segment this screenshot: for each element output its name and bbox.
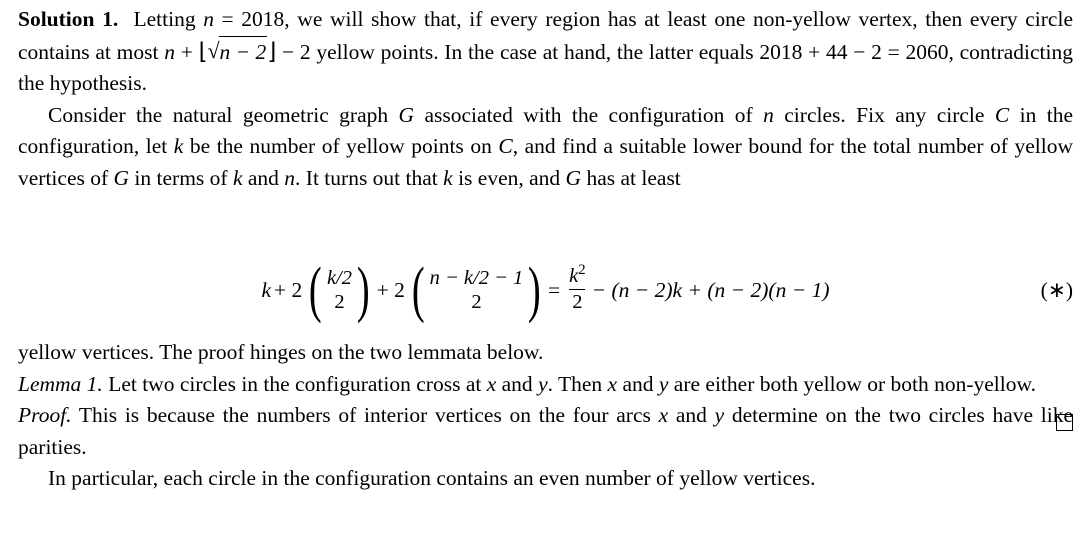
paragraph-1-plus: + — [174, 39, 199, 64]
p2-text-h: and — [242, 165, 285, 190]
eq-lhs-k: k — [261, 277, 272, 302]
floor-close: ⌋ — [267, 38, 277, 64]
lemma-and-2: and — [617, 371, 659, 396]
lemma-and-1: and — [496, 371, 539, 396]
p2-text-d: in the configuration, let — [18, 102, 1073, 159]
variable-k-2: k — [232, 165, 243, 190]
proof-label: Proof. — [18, 403, 72, 428]
sqrt-radicand: n − 2 — [219, 36, 268, 69]
paragraph-1-tail: − 2 yellow points. In the case at hand, the latter equals 2018 + 44 − 2 = 2060, contradicting the hypothesis. — [18, 39, 1073, 96]
solution-paragraph-1 — [18, 4, 1073, 100]
p2-text-f: , and find a suitable lower bound for the total number of yellow vertices of — [18, 134, 1073, 190]
fraction-numerator — [566, 261, 588, 289]
solution-body — [18, 4, 1073, 195]
proof-and: and — [668, 403, 715, 428]
qed-box — [1056, 408, 1073, 440]
lemma-text-b: . Then — [547, 371, 608, 396]
solution-paragraph-4: In particular, each circle in the configuration contains an even number of yellow vertices. — [48, 466, 816, 491]
variable-C: C — [994, 102, 1010, 127]
p2-text-b: associated with the configuration of — [414, 102, 764, 127]
solution-paragraph-2 — [18, 100, 1073, 195]
variable-C-2: C — [498, 134, 513, 159]
p2-text-a: Consider the natural geometric graph — [48, 102, 399, 127]
eq-plus-2: + 2 — [376, 277, 405, 302]
variable-y: y — [538, 371, 548, 396]
solution-heading: Solution 1. — [18, 7, 119, 31]
solution-paragraph-3: yellow vertices. The proof hinges on the two lemmata below. — [18, 340, 544, 364]
lemma-label: Lemma 1. — [18, 371, 103, 396]
fraction-numerator-base: k — [569, 264, 579, 287]
binom-2-paren-left: ( — [411, 255, 425, 324]
variable-x: x — [486, 371, 497, 396]
variable-x-2: x — [607, 371, 618, 396]
binom-2-paren-right: ) — [528, 255, 542, 324]
proof-variable-y: y — [714, 403, 725, 428]
proof-text-a: This is because the numbers of interior vertices on the four arcs — [71, 403, 659, 428]
p2-text-i: . It turns out that — [295, 165, 444, 190]
fraction-denominator: 2 — [569, 289, 585, 314]
proof-variable-x: x — [658, 403, 669, 428]
binom-1-stack — [326, 266, 353, 314]
p2-text-e: be the number of yellow points on — [183, 134, 499, 159]
eq-equals: = — [547, 277, 561, 302]
binom-1-paren-left: ( — [309, 255, 323, 324]
variable-y-2: y — [658, 371, 669, 396]
sqrt-expression — [208, 36, 268, 69]
eq-plus-1: + 2 — [274, 277, 303, 302]
p2-text-g: in terms of — [129, 165, 233, 190]
p2-text-k: has at least — [581, 165, 681, 190]
display-equation — [18, 247, 1073, 333]
binom-1-paren-right: ) — [356, 255, 370, 324]
eq-rhs: − (n − 2)k + (n − 2)(n − 1) — [591, 277, 830, 302]
binom-2-bottom: 2 — [471, 291, 482, 313]
variable-n: n — [203, 7, 214, 31]
binomial-1 — [305, 255, 373, 324]
fraction-numerator-exponent: 2 — [578, 261, 586, 278]
p2-text-j: is even, and — [452, 165, 566, 190]
variable-k-3: k — [443, 165, 453, 190]
lemma-paragraph — [18, 369, 1073, 401]
equation-tag: (∗) — [1040, 278, 1073, 302]
variable-G: G — [398, 102, 415, 127]
variable-G-2: G — [113, 165, 130, 190]
fraction-k-squared-over-2 — [566, 261, 588, 314]
binom-1-top: k/2 — [326, 266, 352, 289]
proof-text-b: determine on the two circles have like parities. — [18, 403, 1073, 459]
variable-k: k — [173, 134, 184, 159]
display-equation-block — [18, 247, 1073, 333]
variable-n-4: n — [284, 165, 296, 190]
qed-square-icon — [1056, 414, 1073, 431]
paragraph-1-eq1: = 2018, we will show that, if every region has at least one non-yellow vertex, then every circle contains at most — [18, 7, 1073, 64]
proof-paragraph — [18, 400, 1073, 463]
binom-2-top: n − k/2 − 1 — [429, 266, 524, 289]
lemma-text-a: Let two circles in the configuration cross at — [102, 371, 487, 396]
lemma-text-c: are either both yellow or both non-yellow. — [668, 371, 1037, 396]
paragraph-1-part-1: Letting — [133, 7, 204, 31]
solution-body-continued — [18, 337, 1073, 495]
binomial-2 — [408, 255, 545, 324]
p2-text-c: circles. Fix any circle — [773, 102, 995, 127]
floor-open: ⌊ — [198, 38, 208, 64]
variable-n-3: n — [763, 102, 774, 127]
binom-1-bottom: 2 — [334, 291, 345, 313]
variable-G-3: G — [565, 165, 582, 190]
variable-n-2: n — [164, 39, 175, 64]
binom-2-stack — [429, 266, 525, 314]
